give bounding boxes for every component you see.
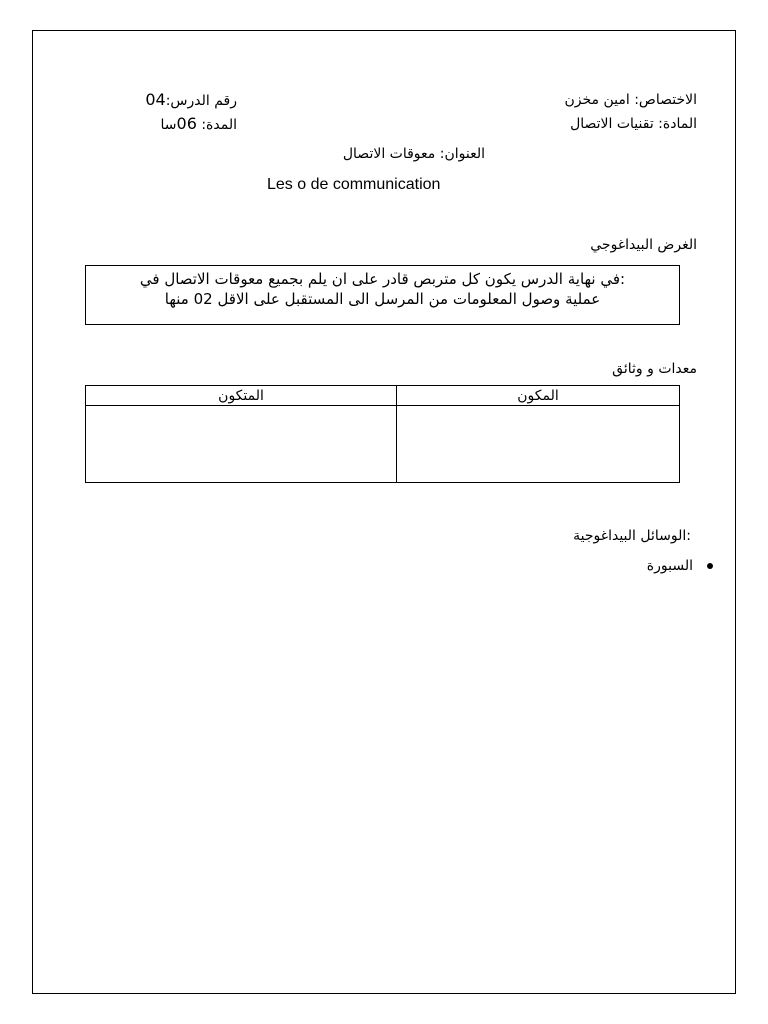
table-cell [86, 406, 397, 483]
list-item [647, 558, 713, 574]
bullet-icon [707, 563, 713, 569]
duration-label: المدة: [201, 117, 237, 133]
objective-heading: الغرض البيداغوجي [590, 237, 697, 253]
table-cell [397, 406, 680, 483]
column-header-component: المكون [397, 386, 680, 406]
equipment-table [85, 385, 680, 483]
lesson-number-value: 04 [145, 90, 166, 109]
list-item-label: السبورة [646, 558, 693, 574]
duration [161, 115, 237, 134]
objective-box [85, 265, 680, 325]
equipment-heading: معدات و وثائق [612, 361, 697, 377]
teaching-aids-heading: :الوسائل البيداغوجية [573, 528, 691, 544]
duration-unit: سا [160, 117, 177, 133]
objective-line-1: :في نهاية الدرس يكون كل متربص قادر على ان يلم بجميع معوقات الاتصال في [139, 270, 626, 288]
duration-value: 06 [176, 114, 197, 133]
lesson-number [145, 91, 237, 110]
lesson-number-label: رقم الدرس: [165, 93, 237, 109]
subject-text: المادة: تقنيات الاتصال [570, 116, 697, 132]
column-header-trainee: المتكون [86, 386, 397, 406]
title-arabic: العنوان: معوقات الاتصال [342, 146, 485, 162]
specialty-text: الاختصاص: امين مخزن [564, 92, 697, 108]
document-page [32, 30, 736, 994]
title-french: Les o de communication [267, 176, 441, 193]
objective-line-2: عملية وصول المعلومات من المرسل الى المستقبل على الاقل 02 منها [164, 290, 601, 308]
table-row [86, 406, 680, 483]
